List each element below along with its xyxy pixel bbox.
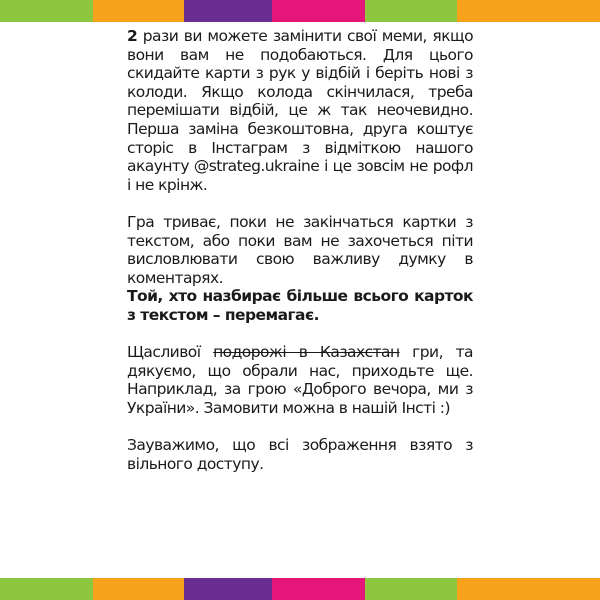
- paragraph-image-notice: Зауважимо, що всі зображення взято з вільного доступу.: [127, 436, 473, 473]
- top-color-stripe: [0, 0, 600, 22]
- stripe-segment-pink: [272, 578, 365, 600]
- paragraph-meme-replacement: [127, 27, 473, 194]
- stripe-segment-green: [365, 0, 457, 22]
- stripe-segment-pink: [272, 0, 365, 22]
- stripe-segment-green: [0, 0, 93, 22]
- paragraph-game-duration: Гра триває, поки не закінчаться картки з текстом, або поки вам не захочеться піти висловлювати свою важливу думку в коментарях.: [127, 212, 473, 287]
- paragraph-text: рази ви можете замінити свої меми, якщо вони вам не подобаються. Для цього скидайте карти з рук у відбій і беріть нові з колоди. Якщо колода скінчилася, треба перемішати відбій, це ж так неочевидно. Перша заміна безкоштовна, друга коштує сторіс в Інстаграм з відміткою нашого акаунту @strateg.ukraine і це зовсім не рофл і не крінж.: [127, 27, 473, 194]
- paragraph-winner: Той, хто назбирає більше всього карток з текстом – перемагає.: [127, 287, 473, 324]
- rules-text: [127, 27, 473, 473]
- thanks-text-start: Щасливої: [127, 343, 214, 362]
- stripe-segment-orange: [93, 0, 184, 22]
- paragraph-thanks: [127, 343, 473, 417]
- count-number: 2: [127, 27, 138, 45]
- bottom-color-stripe: [0, 578, 600, 600]
- stripe-segment-green: [0, 578, 93, 600]
- stripe-segment-orange: [93, 578, 184, 600]
- strikethrough-text: подорожі в Казахстан: [213, 343, 400, 362]
- thanks-text-end: гри, та дякуємо, що обрали нас, приходьте ще. Наприклад, за грою «Доброго вечора, ми з України». Замовити можна в нашій Інсті :): [127, 343, 473, 417]
- stripe-segment-orange: [457, 0, 600, 22]
- stripe-segment-green: [365, 578, 457, 600]
- stripe-segment-orange: [457, 578, 600, 600]
- stripe-segment-purple: [184, 0, 272, 22]
- stripe-segment-purple: [184, 578, 272, 600]
